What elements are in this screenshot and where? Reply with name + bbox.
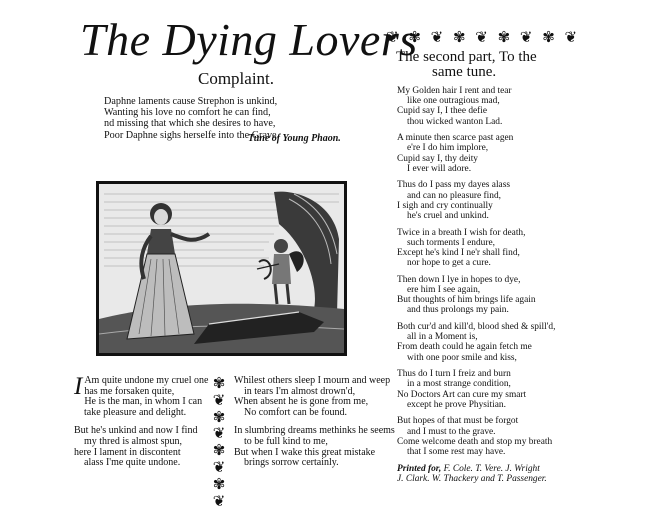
verse-line: No comfort can be found. (244, 406, 348, 418)
imprint-line (397, 464, 607, 474)
verse-line: here I lament in discontent (74, 446, 181, 458)
verse-line: and thus prolongs my pain. (407, 305, 509, 316)
verse-line: Whilest others sleep I mourn and weep (234, 375, 391, 386)
stanza (234, 375, 391, 418)
verse-line: Cupid say I, I thee defie (397, 106, 488, 117)
fleuron-ornament: ❦ (212, 493, 226, 510)
verse-line: in a most strange condition, (407, 379, 511, 390)
verse-line: like one outragious mad, (407, 96, 500, 107)
verse-line: But thoughts of him brings life again (397, 295, 536, 306)
verse-line: such torments I endure, (407, 237, 495, 248)
verse-line: and can no pleasure find, (407, 190, 501, 201)
verse-line: In slumbring dreams methinks he seems (234, 425, 395, 437)
stanza (74, 426, 214, 468)
verse-line: alass I'me quite undone. (84, 457, 181, 469)
verse-line: No Doctors Art can cure my smart (397, 389, 527, 400)
verse-line: Twice in a breath I wish for death, (397, 227, 526, 238)
fleuron-ornament: ✾ (212, 409, 226, 426)
argument-line: Wanting his love no comfort he can find, (104, 107, 271, 119)
stanza (397, 228, 607, 269)
verse-line: A minute then scarce past agen (397, 133, 514, 144)
stanza (397, 86, 607, 127)
verse-line: Cupid say I, thy deity (397, 153, 478, 164)
verse-line: But when I wake this great mistake (234, 446, 376, 458)
verse-line: with one poor smile and kiss, (407, 352, 517, 363)
verse-line: But he's unkind and now I find (74, 425, 198, 437)
verse-line: in tears I'm almost drown'd, (244, 385, 356, 397)
stanza (397, 416, 607, 457)
verse-column-right (397, 86, 607, 484)
ballad-subtitle: Complaint. (198, 69, 275, 88)
imprint-label: Printed for, (397, 463, 442, 474)
verse-line: brings sorrow certainly. (244, 457, 339, 469)
verse-column-left (74, 373, 214, 477)
tune-line: Tune of Young Phaon. (248, 133, 341, 144)
verse-line: take pleasure and delight. (84, 406, 187, 418)
argument-line: Daphne laments cause Strephon is unkind, (104, 96, 278, 107)
verse-line: that I some rest may have. (407, 447, 506, 458)
argument-line: nd missing that which she desires to have, (104, 118, 276, 130)
verse-line: Both cur'd and kill'd, blood shed & spill'd, (397, 322, 556, 333)
verse-line: and I must to the grave. (407, 426, 496, 437)
verse-line: My Golden hair I rent and tear (397, 86, 512, 96)
verse-line: Thus do I pass my dayes alass (397, 180, 511, 191)
ornament-row: ❦ ✾ ❦ ✾ ❦ ✾ ❦ ✾ ❦ (386, 30, 581, 46)
verse-line: When absent he is gone from me, (234, 396, 369, 408)
verse-line: my thred is almost spun, (84, 435, 183, 447)
ornament-column (208, 376, 230, 510)
verse-line: Thus do I turn I freiz and burn (397, 369, 511, 380)
verse-line: But hopes of that must be forgot (397, 416, 519, 427)
stanza (397, 133, 607, 174)
verse-line: thou wicked wanton Lad. (407, 116, 503, 127)
fleuron-ornament: ✾ (212, 443, 226, 460)
stanza (74, 373, 214, 418)
stanza (397, 322, 607, 363)
second-part-title-line: The second part, To the (396, 49, 537, 65)
verse-line: He is the man, in whom I can (84, 396, 203, 408)
verse-line: except he prove Physitian. (407, 399, 506, 410)
fleuron-ornament: ❦ (212, 392, 226, 409)
verse-line: Then down I lye in hopes to dye, (397, 274, 521, 285)
verse-line: Come welcome death and stop my breath (397, 436, 553, 447)
stanza (234, 425, 395, 469)
verse-line: Except he's kind I ne'r shall find, (397, 248, 520, 259)
verse-column-middle (234, 375, 395, 477)
verse-line: e're I do him implore, (407, 143, 489, 154)
second-part-title-line: same tune. (432, 64, 497, 80)
fleuron-ornament: ❦ (212, 426, 226, 443)
imprint-line: J. Clark. W. Thackery and T. Passenger. (397, 473, 547, 484)
woodcut-illustration (96, 181, 347, 356)
fleuron-ornament: ❦ (212, 459, 226, 476)
drop-cap: I (74, 373, 83, 400)
argument-line: Poor Daphne sighs herselfe into the Grave. (104, 129, 280, 141)
verse-line: I ever will adore. (407, 163, 472, 174)
verse-line: all in a Moment is, (407, 332, 478, 343)
verse-line: nor hope to get a cure. (407, 258, 491, 269)
woodcut-image (99, 184, 344, 353)
imprint-names: F. Cole. T. Vere. J. Wright (443, 463, 540, 474)
verse-line: to be full kind to me, (244, 435, 328, 447)
verse-line: he's cruel and unkind. (407, 211, 489, 222)
ballad-title: The Dying Lovers (80, 14, 418, 65)
verse-line: has me forsaken quite, (84, 385, 175, 397)
verse-line: From death could he again fetch me (397, 342, 532, 353)
stanza (397, 369, 607, 410)
verse-line: ere him I see again, (407, 285, 481, 296)
stanza (397, 275, 607, 316)
verse-line: I sigh and cry continually (397, 200, 493, 211)
stanza (397, 180, 607, 221)
imprint (397, 464, 607, 484)
fleuron-ornament: ✾ (212, 376, 226, 392)
second-part-title (396, 50, 546, 80)
fleuron-ornament: ✾ (212, 476, 226, 493)
verse-line: Am quite undone my cruel one (84, 375, 209, 386)
